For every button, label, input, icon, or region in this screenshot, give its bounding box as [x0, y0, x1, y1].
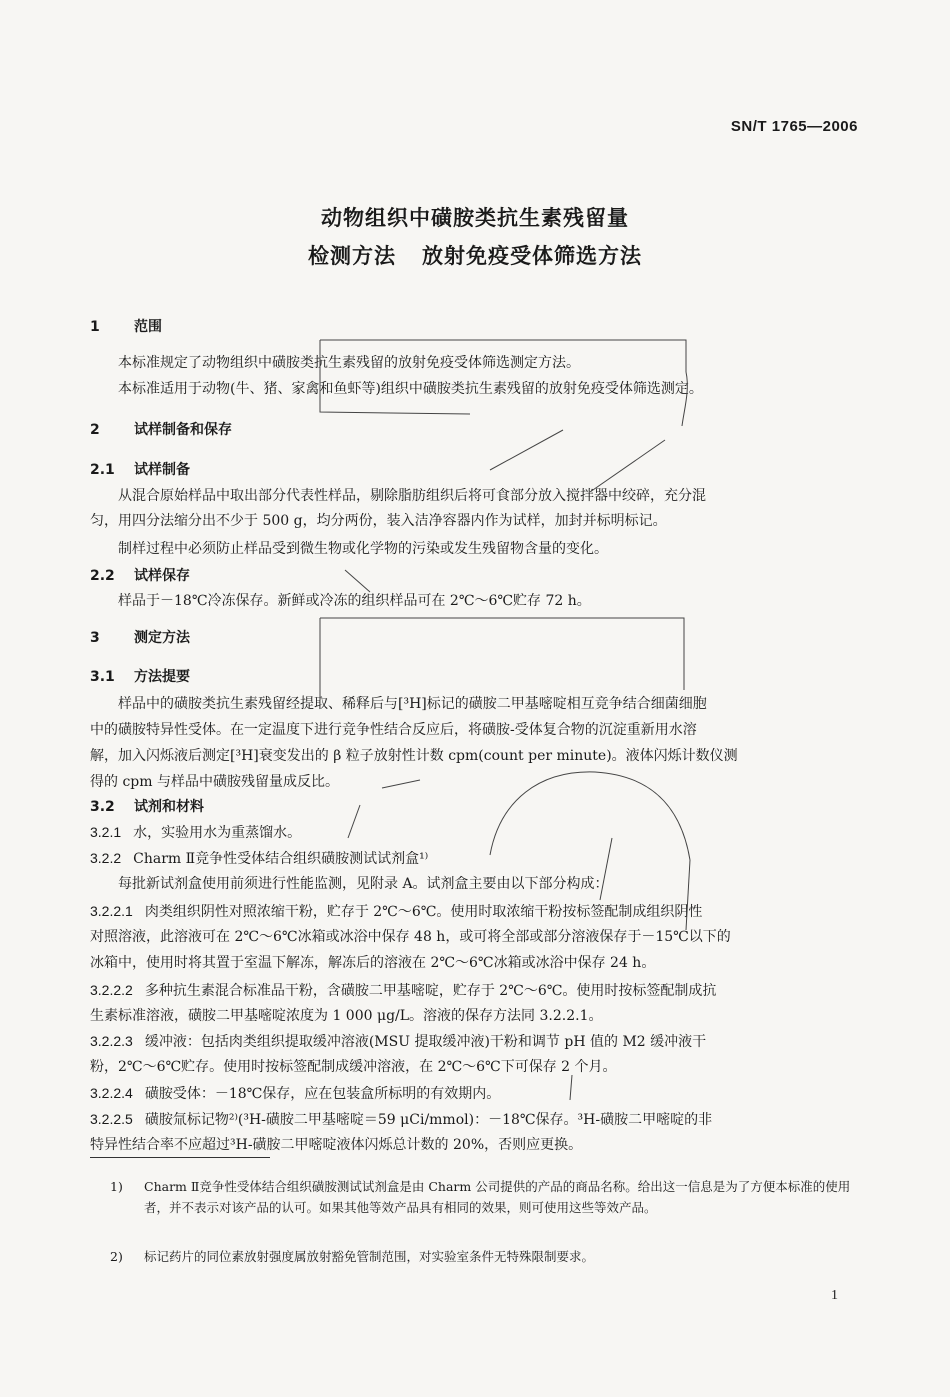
section-3-heading: 3 测定方法 — [90, 630, 190, 646]
section-3-2-2-5-line-1: 3.2.2.5 磺胺氚标记物²⁾(³H-磺胺二甲基嘧啶＝59 μCi/mmol)：－18℃保存。³H-磺胺二甲嘧啶的非 — [90, 1111, 713, 1128]
page-number: 1 — [831, 1288, 838, 1303]
section-2-1-line-1: 从混合原始样品中取出部分代表性样品，剔除脂肪组织后将可食部分放入搅拌器中绞碎，充分混 — [118, 488, 706, 504]
pen-mark-stroke-2 — [490, 430, 563, 470]
section-2-heading: 2 试样制备和保存 — [90, 422, 232, 438]
standard-code: SN/T 1765—2006 — [730, 118, 858, 135]
section-3-2-2-para: 每批新试剂盒使用前须进行性能监测，见附录 A。试剂盒主要由以下部分构成： — [118, 876, 609, 892]
pen-mark-stroke-5 — [345, 570, 370, 592]
section-3-2-1: 3.2.1 水，实验用水为重蒸馏水。 — [90, 824, 302, 841]
section-1-para-1: 本标准规定了动物组织中磺胺类抗生素残留的放射免疫受体筛选测定方法。 — [118, 355, 580, 371]
title-line-1: 动物组织中磺胺类抗生素残留量 — [321, 206, 629, 230]
section-3-2-2-1-line-1: 3.2.2.1 肉类组织阴性对照浓缩干粉，贮存于 2℃～6℃。使用时取浓缩干粉按标签配制成组织阴性 — [90, 903, 703, 920]
section-3-2-2-2-line-1: 3.2.2.2 多种抗生素混合标准品干粉，含磺胺二甲基嘧啶，贮存于 2℃～6℃。使用时按标签配制成抗 — [90, 982, 717, 999]
section-3-2-2-1-line-3: 冰箱中，使用时将其置于室温下解冻，解冻后的溶液在 2℃～6℃冰箱或冰浴中保存 24 h。 — [90, 955, 656, 971]
section-3-1-line-1: 样品中的磺胺类抗生素残留经提取、稀释后与[³H]标记的磺胺二甲基嘧啶相互竞争结合细菌细胞 — [118, 696, 707, 712]
title-line-2b: 放射免疫受体筛选方法 — [422, 244, 642, 268]
section-1-heading: 1 范围 — [90, 319, 162, 335]
section-3-1-line-2: 中的磺胺特异性受体。在一定温度下进行竞争性结合反应后，将磺胺-受体复合物的沉淀重新用水溶 — [90, 722, 697, 738]
section-3-2-2-1-line-2: 对照溶液，此溶液可在 2℃～6℃冰箱或冰浴中保存 48 h，或可将全部或部分溶液保存于－15℃以下的 — [90, 929, 731, 945]
section-3-1-line-4: 得的 cpm 与样品中磺胺残留量成反比。 — [90, 774, 339, 790]
section-2-2-para: 样品于－18℃冷冻保存。新鲜或冷冻的组织样品可在 2℃～6℃贮存 72 h。 — [118, 593, 591, 609]
section-2-1-line-2: 匀，用四分法缩分出不少于 500 g，均分两份，装入洁净容器内作为试样，加封并标明标记。 — [90, 513, 667, 529]
section-1-para-2: 本标准适用于动物(牛、猪、家禽和鱼虾等)组织中磺胺类抗生素残留的放射免疫受体筛选测定。 — [118, 381, 703, 397]
footnote-separator — [90, 1157, 270, 1158]
section-3-1-heading: 3.1 方法提要 — [90, 669, 190, 685]
section-2-2-heading: 2.2 试样保存 — [90, 568, 190, 584]
footnote-2: 2) 标记药片的同位素放射强度属放射豁免管制范围，对实验室条件无特殊限制要求。 — [110, 1249, 595, 1264]
section-2-1-heading: 2.1 试样制备 — [90, 462, 190, 478]
section-3-2-2: 3.2.2 Charm Ⅱ竞争性受体结合组织磺胺测试试剂盒¹⁾ — [90, 850, 429, 867]
section-2-1-para-2: 制样过程中必须防止样品受到微生物或化学物的污染或发生残留物含量的变化。 — [118, 541, 608, 557]
section-3-2-2-4: 3.2.2.4 磺胺受体：－18℃保存，应在包装盒所标明的有效期内。 — [90, 1085, 501, 1102]
section-3-2-heading: 3.2 试剂和材料 — [90, 799, 204, 815]
title-line-2a: 检测方法 — [308, 244, 396, 268]
section-3-2-2-3-line-2: 粉，2℃～6℃贮存。使用时按标签配制成缓冲溶液，在 2℃～6℃下可保存 2 个月。 — [90, 1059, 617, 1075]
footnote-1: 1) Charm Ⅱ竞争性受体结合组织磺胺测试试剂盒是由 Charm 公司提供的产品的商品名称。给出这一信息是为了方便本标准的使用者，并不表示对该产品的认可。如果其他等效产品具有相同的效果，则可使用这些等效产品。 — [110, 1179, 851, 1215]
pen-mark-box-3 — [320, 618, 684, 690]
title-line-2 — [0, 240, 950, 270]
section-3-2-2-3-line-1: 3.2.2.3 缓冲液：包括肉类组织提取缓冲溶液(MSU 提取缓冲液)干粉和调节 pH 值的 M2 缓冲液干 — [90, 1033, 707, 1050]
section-3-1-line-3: 解，加入闪烁液后测定[³H]衰变发出的 β 粒子放射性计数 cpm(count per minute)。液体闪烁计数仪测 — [90, 748, 738, 764]
section-3-2-2-5-line-2: 特异性结合率不应超过³H-磺胺二甲嘧啶液体闪烁总计数的 20%，否则应更换。 — [90, 1137, 583, 1153]
section-3-2-2-2-line-2: 生素标准溶液，磺胺二甲基嘧啶浓度为 1 000 μg/L。溶液的保存方法同 3.2.2.1。 — [90, 1008, 603, 1024]
